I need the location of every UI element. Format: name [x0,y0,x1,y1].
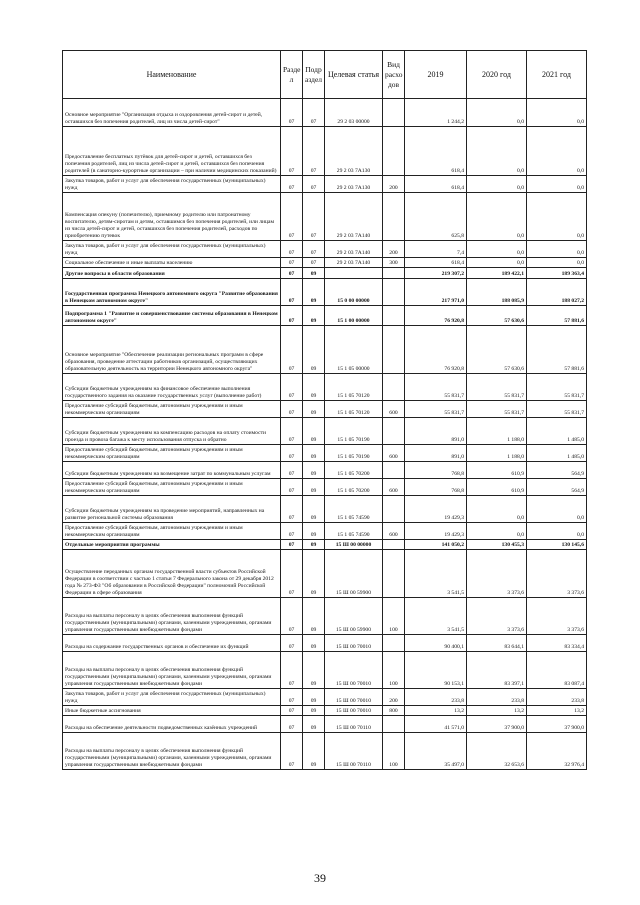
row-podrazdel: 09 [303,479,325,496]
row-value-2019: 1 244,2 [405,99,467,127]
row-vid-rashodov [383,279,405,306]
row-podrazdel: 07 [303,241,325,258]
row-podrazdel: 09 [303,496,325,523]
row-vid-rashodov [383,462,405,479]
row-podrazdel: 09 [303,374,325,401]
row-name: Расходы на содержание государственных органов и обеспечение их функций [63,635,281,652]
table-row [63,706,587,716]
row-cel-statya: 15 1 05 70200 [325,479,383,496]
row-value-2021: 0,0 [527,99,587,127]
row-vid-rashodov [383,99,405,127]
table-row [63,326,587,374]
row-value-2019: 891,0 [405,418,467,445]
row-cel-statya: 15 Ш 00 70010 [325,689,383,706]
row-name: Другие вопросы в области образования [63,268,281,279]
header-2019: 2019 [405,51,467,99]
row-podrazdel: 07 [303,258,325,268]
row-value-2021: 0,0 [527,193,587,241]
row-podrazdel: 09 [303,540,325,550]
row-name: Расходы на обеспечение деятельности подведомственных казённых учреждений [63,716,281,733]
row-value-2019: 217 971,0 [405,279,467,306]
row-value-2021: 130 145,6 [527,540,587,550]
row-vid-rashodov: 800 [383,706,405,716]
row-value-2019: 76 920,8 [405,326,467,374]
row-value-2020: 13,2 [467,706,527,716]
row-cel-statya: 29 2 03 7А140 [325,241,383,258]
row-value-2021: 83 334,4 [527,635,587,652]
row-cel-statya: 15 Ш 00 70010 [325,652,383,689]
table-row [63,635,587,652]
row-name: Расходы на выплаты персоналу в целях обеспечения выполнения функций государственными (муниципальными) органами, казенными учреждениями, органами управления государственными внебюджетными фондами [63,652,281,689]
row-value-2019: 35 497,0 [405,733,467,770]
header-cel-statya: Целевая статья [325,51,383,99]
table-row [63,479,587,496]
row-vid-rashodov: 100 [383,652,405,689]
table-row [63,689,587,706]
row-razdel: 07 [281,193,303,241]
table-row [63,99,587,127]
row-value-2020: 55 831,7 [467,374,527,401]
row-vid-rashodov: 200 [383,241,405,258]
row-razdel: 07 [281,540,303,550]
row-razdel: 07 [281,258,303,268]
header-vid-rashodov: Вид расхо дов [383,51,405,99]
row-value-2020: 0,0 [467,258,527,268]
row-podrazdel: 09 [303,550,325,598]
row-cel-statya: 15 1 05 70120 [325,401,383,418]
row-vid-rashodov [383,326,405,374]
row-value-2019: 768,8 [405,462,467,479]
row-value-2019: 618,4 [405,127,467,176]
row-razdel: 07 [281,652,303,689]
row-value-2021: 1 485,0 [527,445,587,462]
row-razdel: 07 [281,598,303,635]
row-value-2020: 0,0 [467,241,527,258]
row-podrazdel: 09 [303,652,325,689]
row-value-2019: 55 831,7 [405,401,467,418]
row-podrazdel: 09 [303,279,325,306]
row-cel-statya: 15 Ш 00 59900 [325,598,383,635]
row-value-2021: 0,0 [527,258,587,268]
table-row [63,445,587,462]
row-razdel: 07 [281,306,303,326]
row-value-2019: 3 541,5 [405,550,467,598]
row-value-2021: 0,0 [527,496,587,523]
row-vid-rashodov: 300 [383,258,405,268]
row-podrazdel: 09 [303,306,325,326]
row-razdel: 07 [281,523,303,540]
row-name: Закупка товаров, работ и услуг для обеспечения государственных (муниципальных) нужд [63,176,281,193]
row-podrazdel: 07 [303,99,325,127]
row-value-2021: 83 087,4 [527,652,587,689]
table-row [63,652,587,689]
row-razdel: 07 [281,279,303,306]
row-podrazdel: 09 [303,326,325,374]
row-cel-statya: 29 2 03 7А130 [325,127,383,176]
table-row [63,733,587,770]
row-razdel: 07 [281,496,303,523]
row-vid-rashodov [383,268,405,279]
row-podrazdel: 07 [303,193,325,241]
row-name: Субсидии бюджетным учреждениям на компенсацию расходов на оплату стоимости проезда и провоза багажа к месту использования отпуска и обратно [63,418,281,445]
row-razdel: 07 [281,401,303,418]
row-cel-statya: 15 1 05 70190 [325,418,383,445]
row-cel-statya: 15 1 05 70190 [325,445,383,462]
row-value-2019: 141 050,2 [405,540,467,550]
row-vid-rashodov [383,635,405,652]
row-name: Субсидии бюджетным учреждениям на финансовое обеспечение выполнения государственного задания на оказание государственных услуг (выполнение работ) [63,374,281,401]
row-value-2021: 13,2 [527,706,587,716]
row-cel-statya: 15 Ш 00 70110 [325,733,383,770]
row-value-2020: 0,0 [467,176,527,193]
header-name: Наименование [63,51,281,99]
row-razdel: 07 [281,241,303,258]
row-name: Компенсация опекуну (попечителю), приемному родителю или патронатному воспитателю, детям-сиротам и детям, оставшимся без попечения родителей, или лицам из числа детей-сирот и детей, оставшихся без попечения родителей, расходов по приобретению путевок [63,193,281,241]
row-vid-rashodov [383,127,405,176]
row-cel-statya: 29 2 03 00000 [325,99,383,127]
row-value-2019: 625,8 [405,193,467,241]
row-podrazdel: 09 [303,445,325,462]
page-number: 39 [314,871,326,885]
row-razdel: 07 [281,706,303,716]
table-row [63,127,587,176]
table-row [63,279,587,306]
row-razdel: 07 [281,99,303,127]
row-value-2020: 57 630,6 [467,326,527,374]
row-value-2021: 188 027,2 [527,279,587,306]
row-value-2021: 564,9 [527,479,587,496]
row-name: Иные бюджетные ассигнования [63,706,281,716]
row-name: Расходы на выплаты персоналу в целях обеспечения выполнения функций государственными (муниципальными) органами, казенными учреждениями, органами управления государственными внебюджетными фондами [63,598,281,635]
header-podrazdel: Подр аздел [303,51,325,99]
row-value-2021: 564,9 [527,462,587,479]
row-name: Закупка товаров, работ и услуг для обеспечения государственных (муниципальных) нужд [63,689,281,706]
header-2021: 2021 год [527,51,587,99]
row-value-2020: 189 422,1 [467,268,527,279]
row-vid-rashodov: 200 [383,689,405,706]
row-value-2021: 57 881,6 [527,306,587,326]
row-value-2020: 57 630,6 [467,306,527,326]
table-row [63,418,587,445]
header-razdel: Разде л [281,51,303,99]
row-podrazdel: 09 [303,418,325,445]
row-name: Закупка товаров, работ и услуг для обеспечения государственных (муниципальных) нужд [63,241,281,258]
row-vid-rashodov: 200 [383,176,405,193]
row-razdel: 07 [281,374,303,401]
row-value-2020: 188 085,9 [467,279,527,306]
row-value-2020: 233,8 [467,689,527,706]
row-razdel: 07 [281,268,303,279]
row-name: Предоставление субсидий бюджетным, автономным учреждениям и иным некоммерческим организациям [63,479,281,496]
row-podrazdel: 09 [303,598,325,635]
row-name: Предоставление бесплатных путёвок для детей-сирот и детей, оставшихся без попечения родителей, лиц из числа детей-сирот и детей, оставшихся без попечения родителей (в санаторно-курортные организации – при наличии медицинских показаний) [63,127,281,176]
table-row [63,258,587,268]
row-value-2020: 0,0 [467,496,527,523]
row-podrazdel: 09 [303,635,325,652]
row-podrazdel: 09 [303,716,325,733]
row-value-2019: 90 400,1 [405,635,467,652]
table-row [63,401,587,418]
row-value-2020: 610,9 [467,479,527,496]
row-value-2019: 3 541,5 [405,598,467,635]
row-value-2020: 55 831,7 [467,401,527,418]
row-name: Социальное обеспечение и иные выплаты населению [63,258,281,268]
row-name: Предоставление субсидий бюджетным, автономным учреждениям и иным некоммерческим организациям [63,523,281,540]
row-value-2021: 233,8 [527,689,587,706]
table-row [63,462,587,479]
table-row [63,540,587,550]
row-vid-rashodov: 600 [383,401,405,418]
row-podrazdel: 09 [303,523,325,540]
table-row [63,241,587,258]
row-value-2020: 3 373,6 [467,598,527,635]
row-cel-statya: 29 2 03 7А130 [325,176,383,193]
row-podrazdel: 09 [303,462,325,479]
row-value-2019: 19 429,3 [405,523,467,540]
row-cel-statya: 15 1 05 00000 [325,326,383,374]
row-name: Отдельные мероприятия программы [63,540,281,550]
row-value-2021: 37 900,0 [527,716,587,733]
row-vid-rashodov [383,306,405,326]
row-cel-statya: 15 Ш 00 59900 [325,550,383,598]
row-podrazdel: 09 [303,689,325,706]
row-value-2020: 3 373,6 [467,550,527,598]
row-razdel: 07 [281,550,303,598]
row-cel-statya [325,268,383,279]
row-cel-statya: 15 1 05 74590 [325,523,383,540]
row-cel-statya: 15 1 05 74590 [325,496,383,523]
row-value-2020: 0,0 [467,193,527,241]
row-cel-statya: 15 0 00 00000 [325,279,383,306]
row-value-2019: 76 920,8 [405,306,467,326]
row-value-2020: 83 644,1 [467,635,527,652]
row-value-2019: 219 307,2 [405,268,467,279]
row-razdel: 07 [281,635,303,652]
row-cel-statya: 29 2 03 7А140 [325,258,383,268]
table-row [63,268,587,279]
row-value-2019: 90 153,1 [405,652,467,689]
row-vid-rashodov [383,193,405,241]
row-podrazdel: 07 [303,176,325,193]
row-value-2021: 55 831,7 [527,374,587,401]
budget-table [62,50,587,770]
table-row [63,496,587,523]
row-value-2019: 19 429,3 [405,496,467,523]
row-value-2021: 55 831,7 [527,401,587,418]
row-cel-statya: 15 Ш 00 70010 [325,706,383,716]
row-value-2021: 0,0 [527,241,587,258]
row-cel-statya: 29 2 03 7А140 [325,193,383,241]
row-razdel: 07 [281,326,303,374]
row-cel-statya: 15 Ш 00 70010 [325,635,383,652]
row-value-2019: 618,4 [405,258,467,268]
row-razdel: 07 [281,445,303,462]
row-razdel: 07 [281,716,303,733]
row-value-2020: 32 653,6 [467,733,527,770]
row-value-2021: 1 485,0 [527,418,587,445]
row-value-2020: 0,0 [467,127,527,176]
row-vid-rashodov [383,496,405,523]
row-value-2019: 7,4 [405,241,467,258]
row-name: Расходы на выплаты персоналу в целях обеспечения выполнения функций государственными (муниципальными) органами, казенными учреждениями, органами управления государственными внебюджетными фондами [63,733,281,770]
table-row [63,550,587,598]
row-cel-statya: 15 1 00 00000 [325,306,383,326]
row-value-2020: 0,0 [467,523,527,540]
header-2020: 2020 год [467,51,527,99]
row-razdel: 07 [281,462,303,479]
row-value-2021: 0,0 [527,176,587,193]
row-value-2021: 32 976,4 [527,733,587,770]
row-name: Подпрограмма 1 "Развитие и совершенствование системы образования в Ненецком автономном округе" [63,306,281,326]
row-name: Основное мероприятие "Организация отдыха и оздоровления детей-сирот и детей, оставшихся без попечения родителей, лиц из числа детей-сирот" [63,99,281,127]
row-razdel: 07 [281,479,303,496]
row-name: Государственная программа Ненецкого автономного округа "Развитие образования в Ненецком автономном округе" [63,279,281,306]
table-row [63,306,587,326]
row-vid-rashodov: 100 [383,598,405,635]
row-value-2020: 610,9 [467,462,527,479]
row-vid-rashodov: 100 [383,733,405,770]
row-value-2021: 57 881,6 [527,326,587,374]
row-value-2019: 618,4 [405,176,467,193]
row-value-2020: 83 397,1 [467,652,527,689]
row-name: Субсидии бюджетным учреждениям на возмещение затрат по коммунальным услугам [63,462,281,479]
row-value-2019: 13,2 [405,706,467,716]
table-row [63,523,587,540]
row-cel-statya: 15 Ш 00 00000 [325,540,383,550]
row-vid-rashodov: 600 [383,523,405,540]
row-razdel: 07 [281,733,303,770]
row-value-2021: 0,0 [527,523,587,540]
row-value-2019: 891,0 [405,445,467,462]
row-value-2020: 1 188,0 [467,418,527,445]
row-razdel: 07 [281,127,303,176]
row-name: Основное мероприятие "Обеспечение реализации региональных программ в сфере образования, проведение аттестации работников организаций, осуществляющих образовательную деятельность на территории Ненецкого автономного округа" [63,326,281,374]
row-vid-rashodov: 600 [383,445,405,462]
row-value-2021: 0,0 [527,127,587,176]
row-value-2019: 768,8 [405,479,467,496]
row-cel-statya: 15 1 05 70200 [325,462,383,479]
row-podrazdel: 09 [303,268,325,279]
row-podrazdel: 09 [303,401,325,418]
row-razdel: 07 [281,176,303,193]
row-razdel: 07 [281,689,303,706]
table-header-row [63,51,587,99]
table-row [63,716,587,733]
row-name: Субсидии бюджетным учреждениям на проведение мероприятий, направленных на развитие региональной системы образования [63,496,281,523]
row-cel-statya: 15 Ш 00 70110 [325,716,383,733]
table-row [63,598,587,635]
table-row [63,193,587,241]
row-value-2021: 3 373,6 [527,598,587,635]
row-name: Осуществление переданных органам государственной власти субъектов Российской Федерации в соответствии с частью 1 статьи 7 Федерального закона от 29 декабря 2012 года № 273-ФЗ "Об образовании в Российской Федерации" полномочий Российской Федерации в сфере образования [63,550,281,598]
row-podrazdel: 07 [303,127,325,176]
row-podrazdel: 09 [303,706,325,716]
row-value-2020: 1 188,0 [467,445,527,462]
row-vid-rashodov: 600 [383,479,405,496]
row-name: Предоставление субсидий бюджетным, автономным учреждениям и иным некоммерческим организациям [63,445,281,462]
row-value-2019: 233,8 [405,689,467,706]
table-row [63,176,587,193]
row-podrazdel: 09 [303,733,325,770]
row-value-2020: 37 900,0 [467,716,527,733]
row-vid-rashodov [383,374,405,401]
row-name: Предоставление субсидий бюджетным, автономным учреждениям и иным некоммерческим организациям [63,401,281,418]
row-value-2021: 189 363,4 [527,268,587,279]
row-value-2021: 3 373,6 [527,550,587,598]
row-razdel: 07 [281,418,303,445]
row-value-2020: 130 455,3 [467,540,527,550]
row-cel-statya: 15 1 05 70120 [325,374,383,401]
row-vid-rashodov [383,550,405,598]
row-vid-rashodov [383,540,405,550]
row-vid-rashodov [383,418,405,445]
row-vid-rashodov [383,716,405,733]
row-value-2019: 41 571,0 [405,716,467,733]
row-value-2019: 55 831,7 [405,374,467,401]
table-body [63,99,587,770]
table-row [63,374,587,401]
row-value-2020: 0,0 [467,99,527,127]
